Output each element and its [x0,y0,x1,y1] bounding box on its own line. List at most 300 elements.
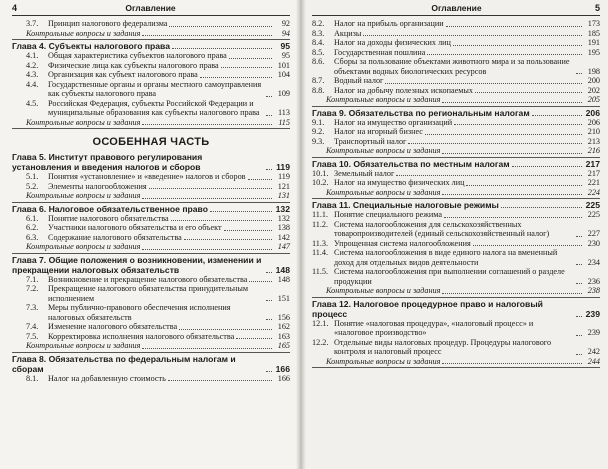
toc-section-number: 11.5. [312,267,329,276]
toc-section-title: Земельный налог [334,168,395,178]
toc-entry-text [26,29,140,39]
toc-section-number: 10.1. [312,168,329,178]
toc-leader-dots [266,371,272,372]
toc-section-number: 6.2. [26,223,39,232]
toc-section-entry [312,57,600,76]
toc-entry-text [26,19,168,29]
toc-section-title: Понятия «установление» и «введение» налогов и сборов [48,172,246,181]
toc-page-number: 101 [277,60,290,70]
toc-chapter-title: Глава 9. Обязательства по региональным налогам [312,107,530,118]
toc-section-number: 8.8. [312,85,325,95]
toc-section-entry [312,127,600,137]
book-gutter [296,0,306,469]
toc-entry-text [26,191,140,201]
toc-entry-text [26,60,219,71]
toc-entry-text [26,322,178,332]
toc-entry-text [26,373,166,384]
toc-section-title: Контрольные вопросы и задания [326,95,441,104]
toc-entry-text [312,210,443,220]
toc-page-number: 148 [275,264,290,275]
toc-leader-dots [229,58,272,59]
toc-section-number: 7.5. [26,331,39,341]
toc-leader-dots [224,230,272,231]
toc-section-title: Элементы налогообложения [48,181,147,191]
toc-entry-text [326,95,440,105]
toc-entry-text [26,181,147,192]
toc-page-number: 191 [587,38,600,47]
toc-page-number: 162 [277,322,290,331]
toc-entry-text [26,51,227,61]
toc-page-number: 148 [277,274,290,284]
toc-section-entry [312,86,600,96]
toc-section-number: 9.2. [312,127,325,136]
toc-section-title: Система налогообложения в виде единого налога на вмененный доход для отдельных видов деятельности [334,248,558,267]
toc-section-entry [312,118,600,128]
toc-section-number: 5.2. [26,181,39,191]
toc-leader-dots [532,115,582,116]
toc-chapter-entry [12,255,290,275]
toc-section-number: 9.1. [312,117,325,127]
toc-page-number: 132 [277,213,290,223]
toc-section-number: 8.3. [312,28,325,38]
toc-entry-text [312,19,444,29]
toc-leader-dots [442,194,582,195]
toc-leader-dots [210,211,272,212]
toc-leader-dots [442,293,582,294]
toc-section-title: Понятие «налоговая процедура», «налоговый процесс» и «налоговое производство» [334,318,534,337]
toc-page-number: 104 [277,70,290,79]
toc-chapter-title: Глава 10. Обязательства по местным налогам [312,158,510,169]
toc-entry-text [26,70,198,80]
toc-section-title: Участники налогового обязательства и его объект [48,223,222,232]
toc-section-title: Система налогообложения для сельскохозяйственных товаропроизводителей (единый сельскохозяйственный налог) [334,219,550,238]
toc-entry-text [312,57,574,76]
toc-section-title: Прекращение налогового обязательства принудительным исполнением [48,284,249,303]
toc-page-number: 217 [587,168,600,178]
toc-section-title: Государственная пошлина [334,47,426,57]
toc-section-number: 7.3. [26,303,39,312]
toc-section-entry [12,223,290,233]
toc-section-number: 11.1. [312,210,329,219]
toc-chapter-entry [12,152,290,172]
toc-leader-dots [249,281,272,282]
toc-leader-dots [149,188,272,189]
toc-review-questions [312,146,600,158]
toc-page-number: 217 [585,158,600,169]
toc-section-title: Водный налог [334,76,384,85]
toc-leader-dots [266,319,272,320]
toc-leader-dots [442,363,582,364]
toc-entry-text [26,232,182,243]
toc-section-title: Изменение налогового обязательства [48,322,178,331]
toc-section-entry [12,182,290,192]
toc-page-number: 216 [587,146,600,155]
toc-section-entry [12,172,290,182]
toc-section-number: 9.3. [312,136,325,146]
toc-section-title: Российская Федерация, субъекты Российской Федерации и муниципальные образования как субъекты налогового права [48,98,260,117]
toc-leader-dots [200,77,272,78]
toc-section-entry [12,51,290,61]
toc-chapter-entry [12,354,290,374]
toc-page-number: 166 [277,373,290,383]
left-page-number: 4 [12,3,18,13]
toc-section-number: 3.7. [26,19,39,28]
toc-section-title: Понятие налогового обязательства [48,213,169,223]
toc-page-number: 244 [587,356,600,366]
toc-section-entry [312,178,600,188]
toc-section-entry [12,70,290,80]
toc-entry-text [26,223,222,233]
toc-leader-dots [408,143,582,144]
toc-leader-dots [576,73,582,74]
toc-entry-text [326,286,440,296]
toc-page-number: 198 [587,66,600,76]
left-running-header [12,3,290,16]
right-toc-body [312,19,600,368]
toc-entry-text [26,341,140,351]
left-page [0,0,300,469]
toc-section-entry [312,29,600,39]
toc-chapter-title: Глава 4. Субъекты налогового права [12,41,171,51]
toc-section-number: 8.4. [312,38,325,47]
toc-page-number: 225 [585,200,600,210]
right-running-head-title: Оглавление [431,3,482,13]
toc-section-title: Налог на доходы физических лиц [334,38,451,47]
toc-leader-dots [142,35,272,36]
toc-entry-text [26,172,246,182]
toc-page-number: 95 [280,41,290,51]
toc-leader-dots [142,198,272,199]
toc-leader-dots [512,166,582,167]
toc-leader-dots [576,354,582,355]
toc-section-number: 7.1. [26,274,39,284]
toc-section-title: Содержание налогового обязательства [48,232,182,242]
toc-section-number: 8.2. [312,19,325,28]
toc-section-entry [312,76,600,86]
toc-section-entry [312,239,600,249]
toc-section-title: Контрольные вопросы и задания [326,286,441,295]
toc-section-number: 8.7. [312,76,325,85]
toc-page-number: 151 [277,293,290,303]
toc-page-number: 138 [277,223,290,232]
toc-leader-dots [501,207,582,208]
toc-section-title: Контрольные вопросы и задания [326,356,441,366]
toc-entry-text [312,136,407,147]
toc-page-number: 173 [587,19,600,28]
toc-chapter-entry [12,204,290,214]
toc-section-number: 10.2. [312,178,329,187]
toc-section-title: Отдельные виды налоговых процедур. Процедуры налогового контроля и налоговый процесс [334,337,552,356]
toc-leader-dots [236,338,272,339]
toc-page-number: 113 [278,108,290,117]
toc-leader-dots [473,245,582,246]
toc-section-entry [12,275,290,285]
toc-leader-dots [576,283,582,284]
toc-section-title: Понятие специального режима [334,210,443,219]
toc-entry-text [312,85,473,96]
toc-entry-text [26,242,140,252]
toc-section-title: Транспортный налог [334,136,407,146]
toc-section-entry [312,338,600,357]
toc-entry-text [312,219,574,239]
toc-section-entry [312,248,600,267]
toc-leader-dots [576,316,582,317]
toc-section-number: 4.5. [26,98,39,108]
toc-section-number: 5.1. [26,172,39,181]
toc-section-title: Налог на добычу полезных ископаемых [334,85,473,95]
toc-page-number: 238 [587,286,600,295]
toc-entry-text [312,117,453,128]
toc-section-entry [312,210,600,220]
toc-entry-text [26,303,264,322]
toc-chapter-entry [312,159,600,169]
toc-page-number: 206 [587,117,600,127]
toc-leader-dots [179,329,272,330]
toc-section-title: Возникновение и прекращение налогового обязательства [48,274,248,284]
toc-section-title: Налог на игорный бизнес [334,127,423,136]
toc-leader-dots [221,67,272,68]
toc-page-number: 119 [278,172,290,181]
right-page-number: 5 [594,3,600,13]
toc-leader-dots [142,348,272,349]
toc-section-title: Контрольные вопросы и задания [26,191,141,200]
toc-page-number: 132 [275,203,290,214]
toc-section-entry [312,267,600,286]
toc-section-title: Государственные органы и органы местного самоуправления как субъекты налогового права [48,79,262,98]
toc-review-questions [312,95,600,107]
toc-entry-text [26,213,169,224]
toc-leader-dots [184,239,272,240]
toc-leader-dots [475,92,582,93]
toc-page-number: 239 [587,328,600,337]
toc-section-entry [12,80,290,99]
toc-review-questions [12,118,290,130]
toc-section-entry [12,303,290,322]
toc-entry-text [312,38,451,48]
toc-entry-text [26,284,264,303]
toc-section-entry [12,61,290,71]
toc-entry-text [312,248,574,267]
toc-page-number: 119 [276,162,290,172]
toc-section-number: 8.5. [312,47,325,57]
right-page [300,0,608,469]
toc-review-questions [312,286,600,298]
toc-entry-text [26,118,140,128]
toc-leader-dots [385,83,582,84]
toc-page-number: 195 [587,47,600,57]
toc-review-questions [312,188,600,200]
toc-page-number: 115 [278,117,290,127]
toc-leader-dots [266,169,272,170]
toc-section-number: 6.1. [26,213,39,223]
toc-entry-text [26,79,264,99]
toc-entry-text [312,47,426,58]
toc-page-number: 131 [277,191,290,200]
toc-entry-text [312,238,471,249]
toc-section-entry [12,99,290,118]
toc-leader-dots [453,45,582,46]
toc-section-title: Налог на добавленную стоимость [48,373,166,383]
toc-leader-dots [266,115,272,116]
toc-page-number: 185 [587,28,600,38]
toc-review-questions [12,29,290,41]
toc-section-number: 11.2. [312,219,329,229]
toc-section-number: 7.2. [26,284,39,293]
toc-page-number: 92 [281,19,290,28]
toc-section-title: Система налогообложения при выполнении соглашений о разделе продукции [334,267,565,286]
toc-section-entry [12,284,290,303]
toc-page-number: 227 [587,229,600,238]
toc-entry-text [312,28,362,39]
toc-page-number: 94 [281,28,290,38]
toc-page-number: 234 [587,257,600,267]
toc-chapter-title: Глава 5. Институт правового регулирования установления и введения налогов и сборов [12,152,203,172]
toc-entry-text [326,146,440,156]
toc-section-entry [12,233,290,243]
toc-page-number: 200 [587,76,600,85]
left-toc-body [12,19,290,383]
toc-leader-dots [446,26,582,27]
part-title: ОСОБЕННАЯ ЧАСТЬ [92,136,210,148]
toc-section-number: 11.4. [312,248,329,257]
toc-page-number: 165 [277,341,290,350]
toc-section-entry [312,220,600,239]
toc-leader-dots [396,175,582,176]
toc-leader-dots [576,335,582,336]
toc-leader-dots [266,300,272,301]
toc-review-questions [12,341,290,353]
toc-section-entry [12,332,290,342]
toc-leader-dots [444,217,582,218]
toc-entry-text [312,127,423,137]
toc-leader-dots [425,134,582,135]
toc-leader-dots [266,272,272,273]
toc-leader-dots [442,102,582,103]
toc-section-title: Принцип налогового федерализма [48,19,168,28]
toc-page-number: 230 [587,238,600,248]
toc-section-entry [312,19,600,29]
toc-leader-dots [171,220,272,221]
toc-page-number: 142 [277,232,290,242]
toc-page-number: 166 [275,363,290,374]
toc-entry-text [312,267,574,286]
toc-section-title: Налог на имущество физических лиц [334,178,465,187]
toc-entry-text [312,168,395,179]
toc-section-entry [12,374,290,384]
toc-section-title: Меры публично-правового обеспечения исполнения налоговых обязательств [48,303,231,322]
toc-section-title: Акцизы [334,28,362,38]
toc-chapter-title: Глава 6. Налоговое обязательственное право [12,203,208,214]
toc-section-title: Контрольные вопросы и задания [326,146,441,155]
toc-section-number: 6.3. [26,232,39,242]
toc-page-number: 121 [277,181,290,191]
toc-review-questions [312,357,600,369]
toc-leader-dots [168,380,272,381]
toc-section-title: Физические лица как субъекты налогового права [48,60,219,70]
toc-section-title: Сборы за пользование объектами животного мира и за пользование объектами водных биологических ресурсов [334,57,570,76]
toc-page-number: 205 [587,95,600,104]
toc-leader-dots [363,35,582,36]
toc-section-entry [312,137,600,147]
toc-entry-text [26,274,248,285]
toc-entry-text [312,178,465,188]
toc-section-entry [12,322,290,332]
toc-section-entry [12,214,290,224]
toc-leader-dots [248,179,272,180]
toc-page-number: 95 [281,51,290,60]
toc-leader-dots [427,54,582,55]
toc-section-title: Упрощенная система налогообложения [334,238,471,248]
toc-page-number: 202 [587,85,600,95]
toc-entry-text [312,76,384,86]
toc-section-title: Налог на имущество организаций [334,117,453,127]
toc-leader-dots [142,249,272,250]
toc-entry-text [326,188,440,198]
toc-page-number: 213 [587,136,600,146]
toc-leader-dots [442,153,582,154]
toc-entry-text [326,357,440,367]
toc-section-entry [12,19,290,29]
toc-leader-dots [266,96,272,97]
toc-page-number: 224 [587,187,600,197]
toc-page-number: 109 [277,89,290,98]
toc-section-number: 4.4. [26,79,39,89]
toc-leader-dots [172,48,272,49]
toc-chapter-title: Глава 7. Общие положения о возникновении, изменении и прекращении налоговых обязательств [12,254,262,275]
toc-review-questions [12,191,290,203]
toc-entry-text [312,318,574,338]
toc-chapter-entry [312,200,600,210]
toc-leader-dots [576,236,582,237]
toc-leader-dots [454,124,582,125]
toc-section-number: 7.4. [26,322,39,331]
toc-page-number: 163 [277,331,290,341]
toc-page-number: 225 [587,210,600,219]
toc-section-title: Общая характеристика субъектов налогового права [48,51,227,60]
toc-page-number: 242 [587,347,600,356]
toc-section-number: 8.6. [312,57,325,66]
toc-section-title: Организация как субъект налогового права [48,70,198,79]
toc-section-number: 4.1. [26,51,39,60]
toc-page-number: 156 [277,312,290,322]
toc-section-title: Контрольные вопросы и задания [26,28,141,38]
toc-entry-text [26,331,235,342]
toc-section-number: 11.3. [312,238,329,248]
toc-section-entry [312,48,600,58]
toc-page-number: 236 [587,276,600,286]
toc-entry-text [312,337,574,357]
toc-page-number: 147 [277,242,290,251]
toc-review-questions [12,242,290,254]
toc-chapter-title: Глава 11. Специальные налоговые режимы [312,200,499,210]
toc-section-title: Контрольные вопросы и задания [26,341,141,350]
toc-chapter-title: Глава 8. Обязательства по федеральным налогам и сборам [12,353,236,374]
toc-entry-text [26,98,264,118]
toc-section-title: Контрольные вопросы и задания [26,117,141,127]
toc-section-number: 8.1. [26,373,39,383]
toc-page-number: 239 [585,308,600,319]
toc-leader-dots [142,124,272,125]
toc-section-entry [312,169,600,179]
toc-leader-dots [466,185,582,186]
right-running-header [312,3,600,16]
toc-section-number: 12.1. [312,318,329,328]
toc-chapter-entry [312,299,600,319]
toc-chapter-entry [312,108,600,118]
toc-page-number: 221 [587,178,600,187]
toc-page-number: 210 [587,127,600,136]
toc-section-number: 12.2. [312,337,329,347]
